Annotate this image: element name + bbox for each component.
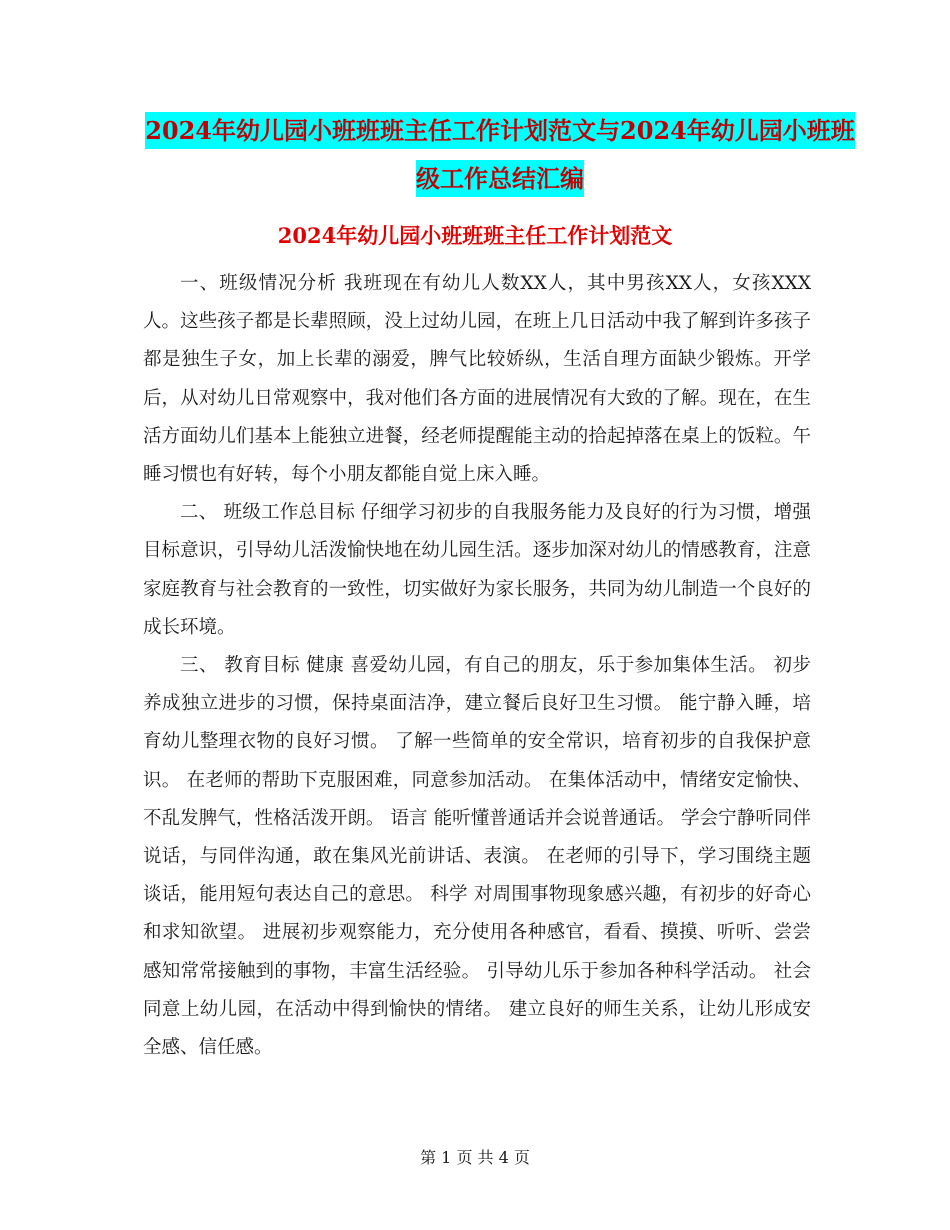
document-title [140,107,860,203]
section-title: 2024年幼儿园小班班班主任工作计划范文 [277,223,673,248]
page-footer: 第 1 页 共 4 页 [420,1148,530,1167]
document-title-text: 2024年幼儿园小班班班主任工作计划范文与2024年幼儿园小班班级工作总结汇编 [145,112,855,197]
paragraph-overall-goals: 二、 班级工作总目标 仔细学习初步的自我服务能力及良好的行为习惯，增强目标意识，引导幼儿活泼愉快地在幼儿园生活。逐步加深对幼儿的情感教育，注意家庭教育与社会教育的一致性，切实做好为家长服务，共同为幼儿制造一个良好的成长环境。 [143,502,811,638]
paragraph-class-situation: 一、班级情况分析 我班现在有幼儿人数XX人，其中男孩XX人，女孩XXX人。这些孩子都是长辈照顾，没上过幼儿园，在班上几日活动中我了解到许多孩子都是独生子女，加上长辈的溺爱，脾气比较娇纵，生活自理方面缺少锻炼。开学后，从对幼儿日常观察中，我对他们各方面的进展情况有大致的了解。现在，在生活方面幼儿们基本上能独立进餐，经老师提醒能主动的拾起掉落在桌上的饭粒。午睡习惯也有好转，每个小朋友都能自觉上床入睡。 [143,273,811,486]
paragraph-education-goals: 三、 教育目标 健康 喜爱幼儿园，有自己的朋友，乐于参加集体生活。 初步养成独立进步的习惯，保持桌面洁净，建立餐后良好卫生习惯。 能宁静入睡，培育幼儿整理衣物的良好习惯。 了解一些简单的安全常识，培育初步的自我保护意识。 在老师的帮助下克服困难，同意参加活动。 在集体活动中，情绪安定愉快、不乱发脾气，性格活泼开朗。 语言 能听懂普通话并会说普通话。 学会宁静听同伴说话，与同伴沟通，敢在集风光前讲话、表演。 在老师的引导下，学习围绕主题谈话，能用短句表达自己的意思。 科学 对周围事物现象感兴趣，有初步的好奇心和求知欲望。 进展初步观察能力，充分使用各种感官，看看、摸摸、听听、尝尝感知常常接触到的事物，丰富生活经验。 引导幼儿乐于参加各种科学活动。 社会 同意上幼儿园，在活动中得到愉快的情绪。 建立良好的师生关系，让幼儿形成安全感、信任感。 [143,655,811,1059]
document-body [143,265,811,1067]
